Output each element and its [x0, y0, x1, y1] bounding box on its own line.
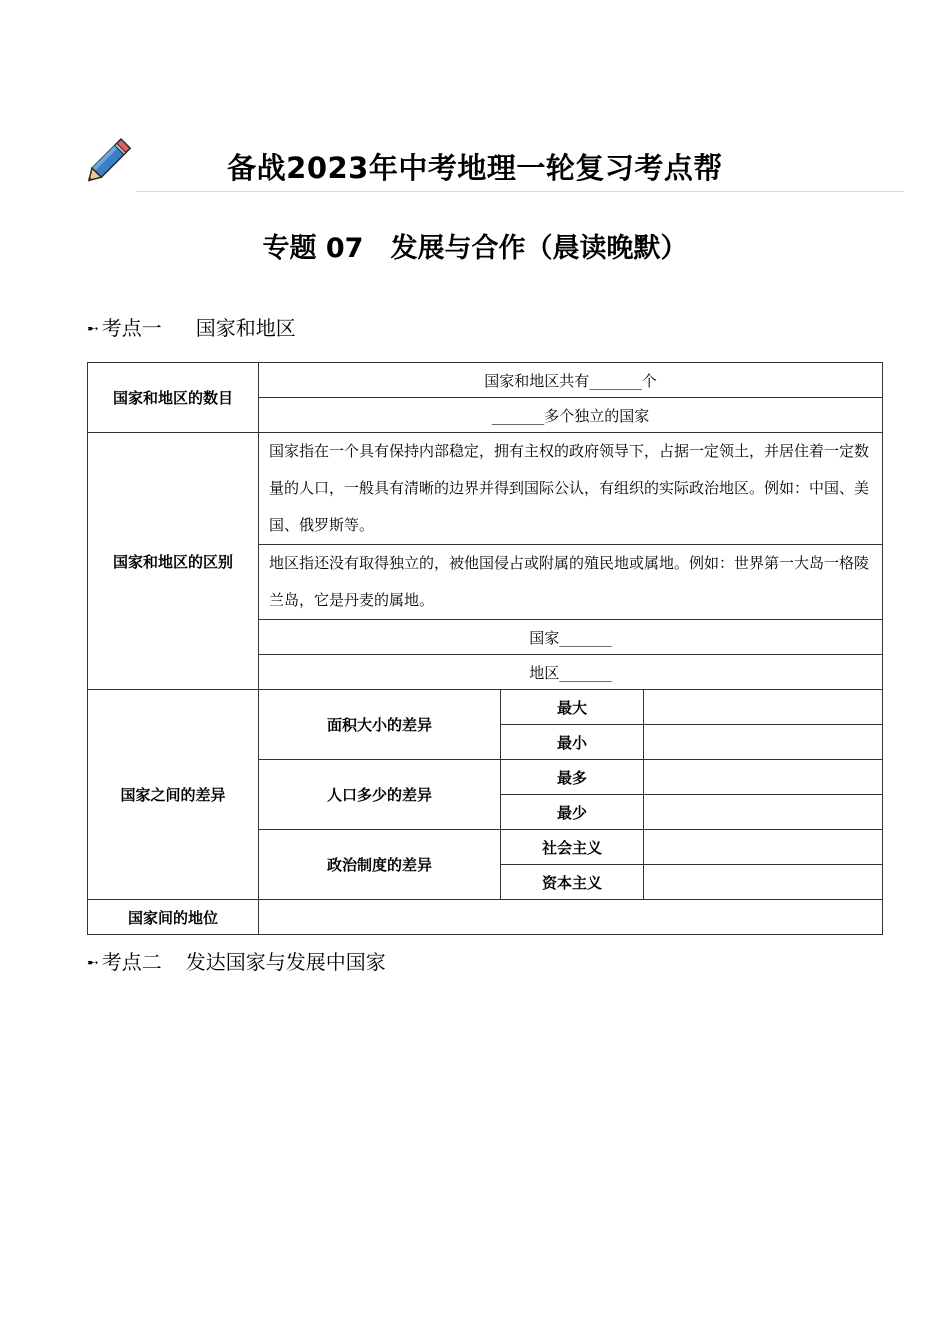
- country-blank: 国家_______: [259, 620, 883, 655]
- population-least-answer: [644, 795, 883, 830]
- region-definition: 地区指还没有取得独立的，被他国侵占或附属的殖民地或属地。例如：世界第一大岛一格陵兰岛，它是丹麦的属地。: [259, 545, 883, 620]
- status-label: 国家间的地位: [88, 900, 259, 935]
- capitalism-answer: [644, 865, 883, 900]
- area-min-label: 最小: [501, 725, 644, 760]
- area-difference-label: 面积大小的差异: [259, 690, 501, 760]
- capitalism-label: 资本主义: [501, 865, 644, 900]
- count-line-1: 国家和地区共有_______个: [259, 363, 883, 398]
- area-min-answer: [644, 725, 883, 760]
- pencil-icon: [78, 130, 140, 192]
- area-max-answer: [644, 690, 883, 725]
- countries-regions-table: [87, 362, 883, 935]
- socialism-label: 社会主义: [501, 830, 644, 865]
- section-label: 考点一: [101, 316, 162, 340]
- population-difference-label: 人口多少的差异: [259, 760, 501, 830]
- socialism-answer: [644, 830, 883, 865]
- header-divider: [136, 191, 904, 192]
- section-title: 国家和地区: [195, 316, 296, 340]
- page-title: 专题 07 发展与合作（晨读晚默）: [262, 233, 688, 264]
- header-title: 备战2023年中考地理一轮复习考点帮: [227, 151, 723, 185]
- arrow-icon: ➸: [87, 321, 99, 337]
- section-title: 发达国家与发展中国家: [185, 950, 386, 974]
- population-most-label: 最多: [501, 760, 644, 795]
- section-label: 考点二: [101, 950, 162, 974]
- politics-difference-label: 政治制度的差异: [259, 830, 501, 900]
- region-blank: 地区_______: [259, 655, 883, 690]
- count-line-2: _______多个独立的国家: [259, 398, 883, 433]
- country-definition: 国家指在一个具有保持内部稳定，拥有主权的政府领导下，占据一定领土，并居住着一定数量的人口，一般具有清晰的边界并得到国际公认，有组织的实际政治地区。例如：中国、美国、俄罗斯等。: [259, 433, 883, 545]
- area-max-label: 最大: [501, 690, 644, 725]
- population-least-label: 最少: [501, 795, 644, 830]
- section-heading-2: [87, 946, 386, 975]
- section-heading-1: [87, 312, 296, 341]
- count-label: 国家和地区的数目: [88, 363, 259, 433]
- population-most-answer: [644, 760, 883, 795]
- between-countries-label: 国家之间的差异: [88, 690, 259, 900]
- arrow-icon: ➸: [87, 955, 99, 971]
- status-answer: [259, 900, 883, 935]
- difference-label: 国家和地区的区别: [88, 433, 259, 690]
